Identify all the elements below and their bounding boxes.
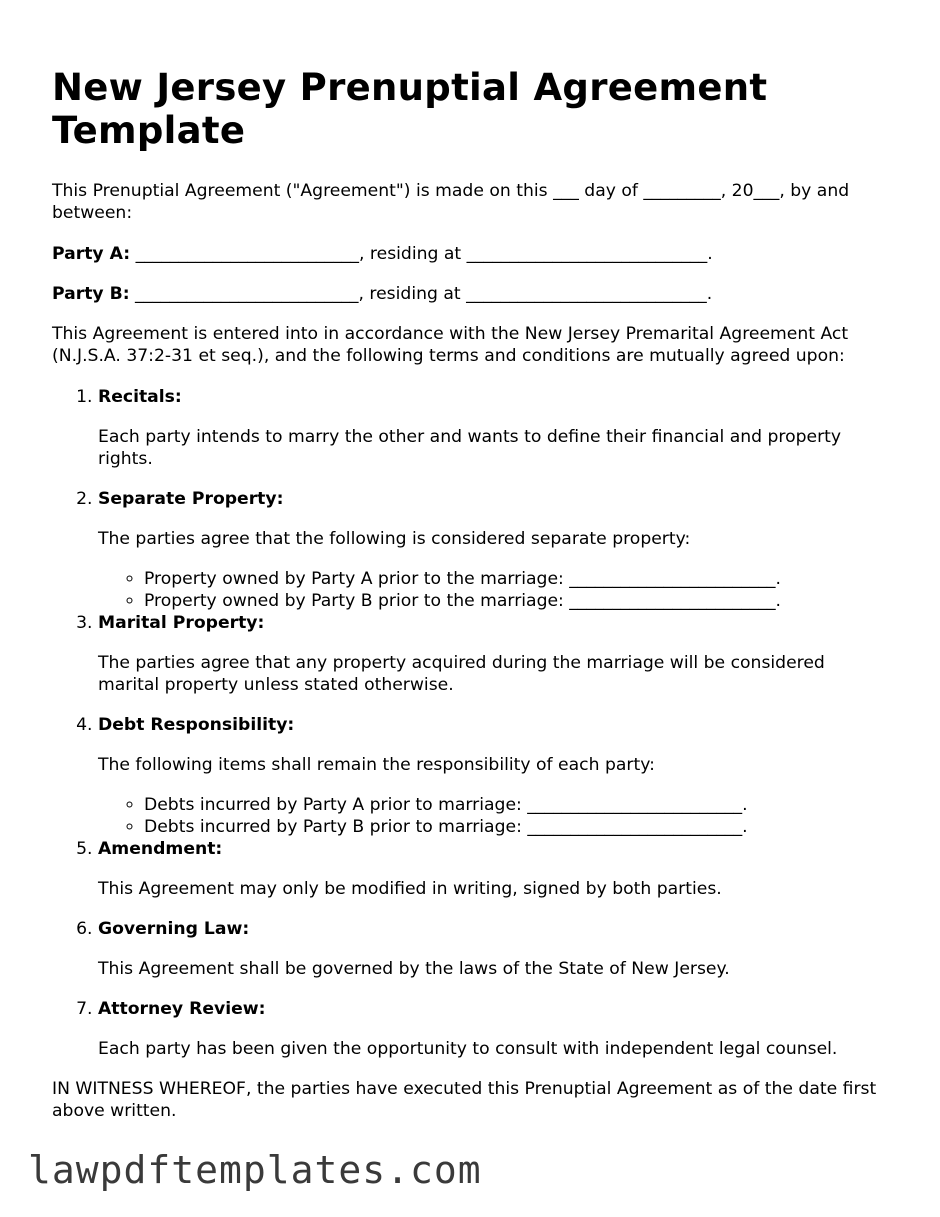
act-paragraph: This Agreement is entered into in accordance with the New Jersey Premarital Agreement Act (N.J.S.A. 37:2-31 et seq.), and the following terms and conditions are mutually agreed upon: <box>52 324 849 366</box>
section-recitals <box>98 386 888 470</box>
section-amendment <box>98 838 888 900</box>
section-body: The parties agree that any property acquired during the marriage will be considered marital property unless stated otherwise. <box>98 653 825 695</box>
section-title: 7. Attorney Review: <box>98 999 266 1019</box>
section-title: 5. Amendment: <box>98 839 223 859</box>
section-debt-responsibility <box>98 714 888 838</box>
sub-list <box>98 568 888 612</box>
party-b-label: Party B: <box>52 284 130 304</box>
party-a-label: Party A: <box>52 244 131 264</box>
section-title: 6. Governing Law: <box>98 919 250 939</box>
party-a-line <box>52 243 888 265</box>
section-governing-law <box>98 918 888 980</box>
watermark: lawpdftemplates.com <box>28 1148 482 1192</box>
section-marital-property <box>98 612 888 696</box>
list-item: ◦ Debts incurred by Party B prior to marriage: _________________________. <box>144 816 888 838</box>
section-title: 3. Marital Property: <box>98 613 265 633</box>
party-a-text: __________________________, residing at ____________________________. <box>130 244 713 264</box>
document-page <box>52 66 888 1122</box>
list-item: ◦ Property owned by Party A prior to the marriage: ________________________. <box>144 568 888 590</box>
section-body: Each party intends to marry the other and wants to define their financial and property rights. <box>98 427 842 469</box>
party-b-line <box>52 283 888 305</box>
section-title: 1. Recitals: <box>98 387 182 407</box>
section-body: The following items shall remain the responsibility of each party: <box>98 755 655 775</box>
section-body: Each party has been given the opportunity to consult with independent legal counsel. <box>98 1039 838 1059</box>
list-item: ◦ Property owned by Party B prior to the marriage: ________________________. <box>144 590 888 612</box>
section-body: This Agreement shall be governed by the laws of the State of New Jersey. <box>98 959 730 979</box>
section-body: This Agreement may only be modified in writing, signed by both parties. <box>98 879 722 899</box>
section-title: 4. Debt Responsibility: <box>98 715 295 735</box>
party-b-text: __________________________, residing at ____________________________. <box>129 284 713 304</box>
section-separate-property <box>98 488 888 612</box>
section-body: The parties agree that the following is considered separate property: <box>98 529 691 549</box>
section-attorney-review <box>98 998 888 1060</box>
sub-list <box>98 794 888 838</box>
intro-paragraph: This Prenuptial Agreement ("Agreement") is made on this ___ day of _________, 20___, by and between: <box>52 181 850 223</box>
section-title: 2. Separate Property: <box>98 489 284 509</box>
page-title: New Jersey Prenuptial Agreement Template <box>52 66 768 152</box>
witness-paragraph: IN WITNESS WHEREOF, the parties have executed this Prenuptial Agreement as of the date first above written. <box>52 1079 877 1121</box>
sections-list <box>52 386 888 1060</box>
list-item: ◦ Debts incurred by Party A prior to marriage: _________________________. <box>144 794 888 816</box>
